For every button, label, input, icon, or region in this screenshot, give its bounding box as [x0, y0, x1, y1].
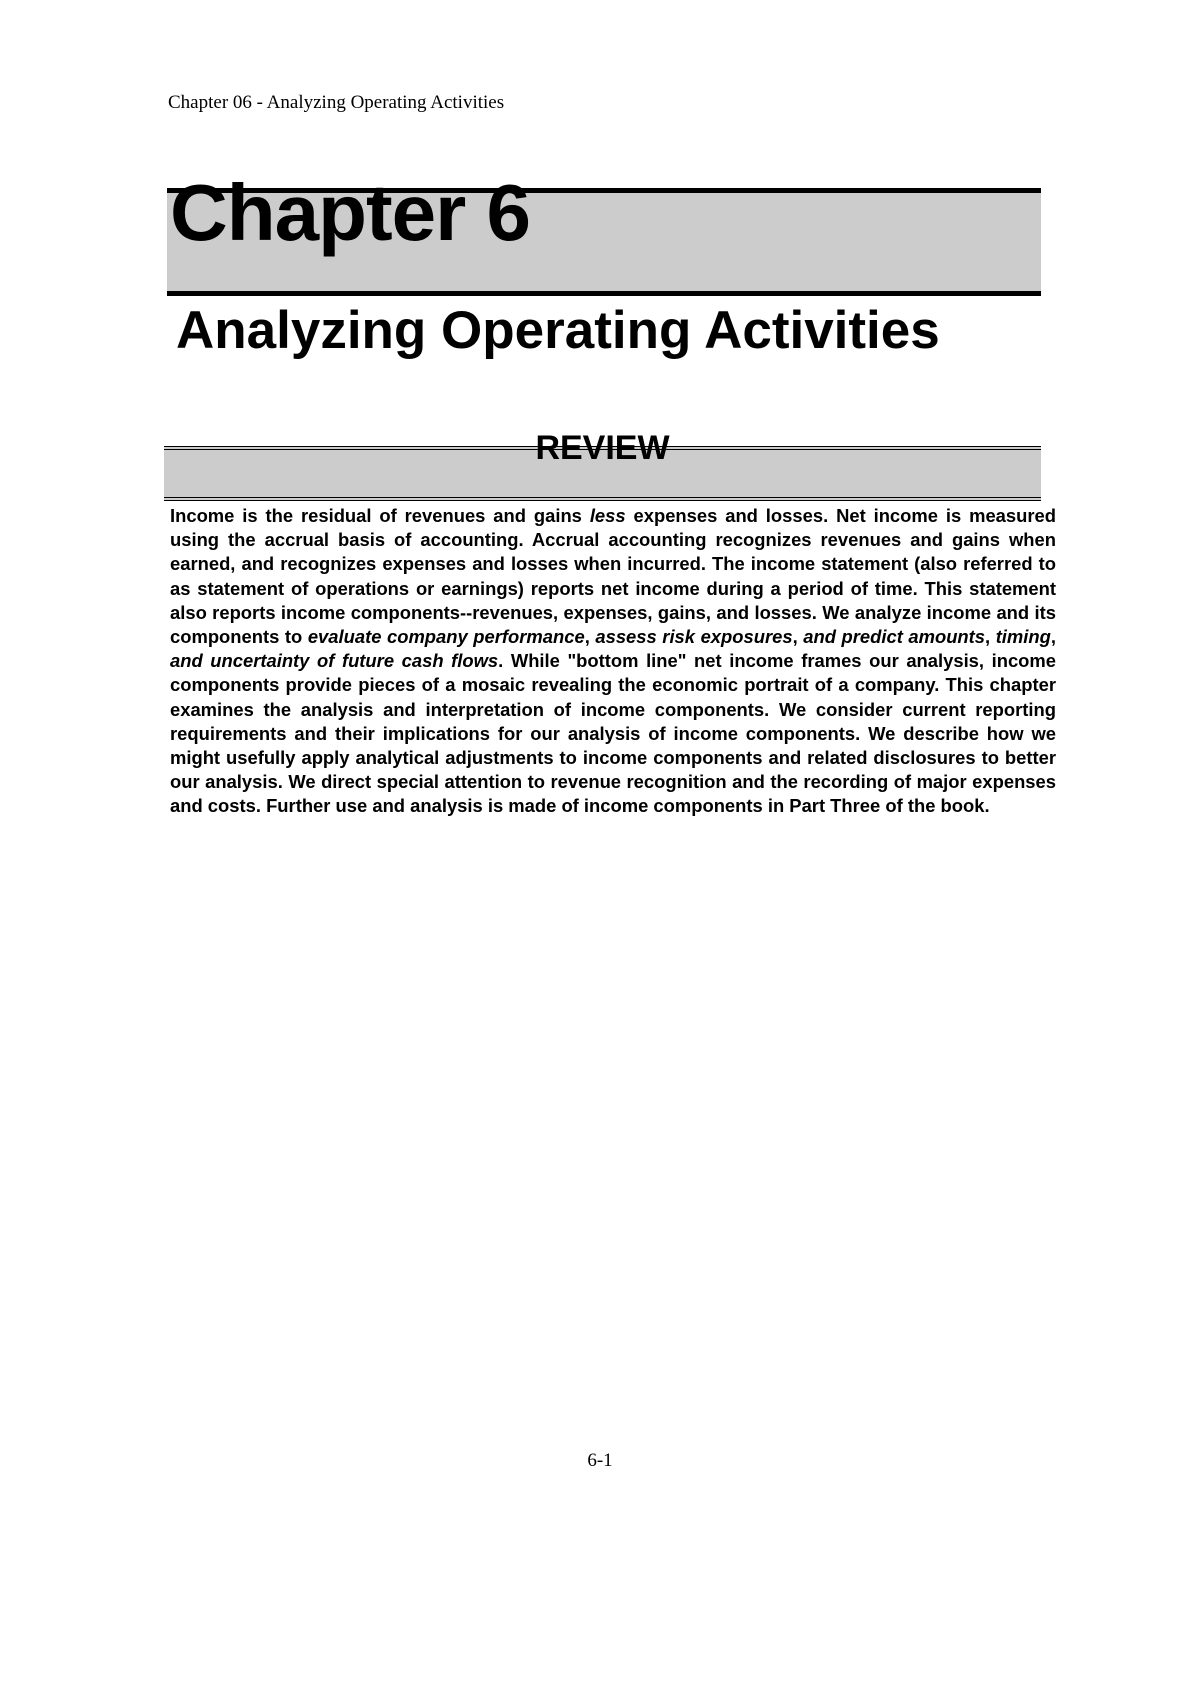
review-emphasis: timing [995, 626, 1051, 648]
review-heading: REVIEW [535, 429, 670, 467]
review-emphasis: assess risk exposures [595, 626, 793, 648]
review-emphasis: and predict amounts [803, 626, 986, 648]
page-number: 6-1 [587, 1450, 613, 1471]
chapter-title: Chapter 6 [170, 168, 530, 257]
running-header: Chapter 06 - Analyzing Operating Activities [168, 92, 505, 113]
review-text: Income is the residual of revenues and gains [170, 505, 590, 526]
review-text: , [584, 626, 596, 648]
review-emphasis: and uncertainty of future cash flows [170, 650, 499, 672]
review-text: , [792, 626, 804, 648]
review-text: , [1050, 626, 1056, 648]
chapter-subtitle: Analyzing Operating Activities [176, 301, 940, 360]
review-emphasis: evaluate company performance [307, 626, 585, 648]
review-emphasis: less [589, 505, 626, 526]
review-text: . While "bottom line" net income frames our analysis, income components provide pieces of a mosaic revealing the economic portrait of a company. This chapter examines the analysis and interpretation of income components. We consider current reporting requirements and their implications for our analysis of income components. We describe how we might usefully apply analytical adjustments to income components and related disclosures to better our analysis. We direct special attention to revenue recognition and the recording of major expenses and costs. Further use and analysis is made of income components in Part Three of the book. [170, 650, 1056, 817]
review-text: expenses and losses. Net income is measured using the accrual basis of accounting. Accrual accounting recognizes revenues and gains when earned, and recognizes expenses and losses when incurred. The income statement (also referred to as statement of operations or earnings) reports net income during a period of time. This statement also reports income components--revenues, expenses, gains, and losses. We analyze income and its components to [170, 505, 1056, 648]
review-paragraph [170, 504, 1056, 819]
review-text: , [985, 626, 996, 648]
